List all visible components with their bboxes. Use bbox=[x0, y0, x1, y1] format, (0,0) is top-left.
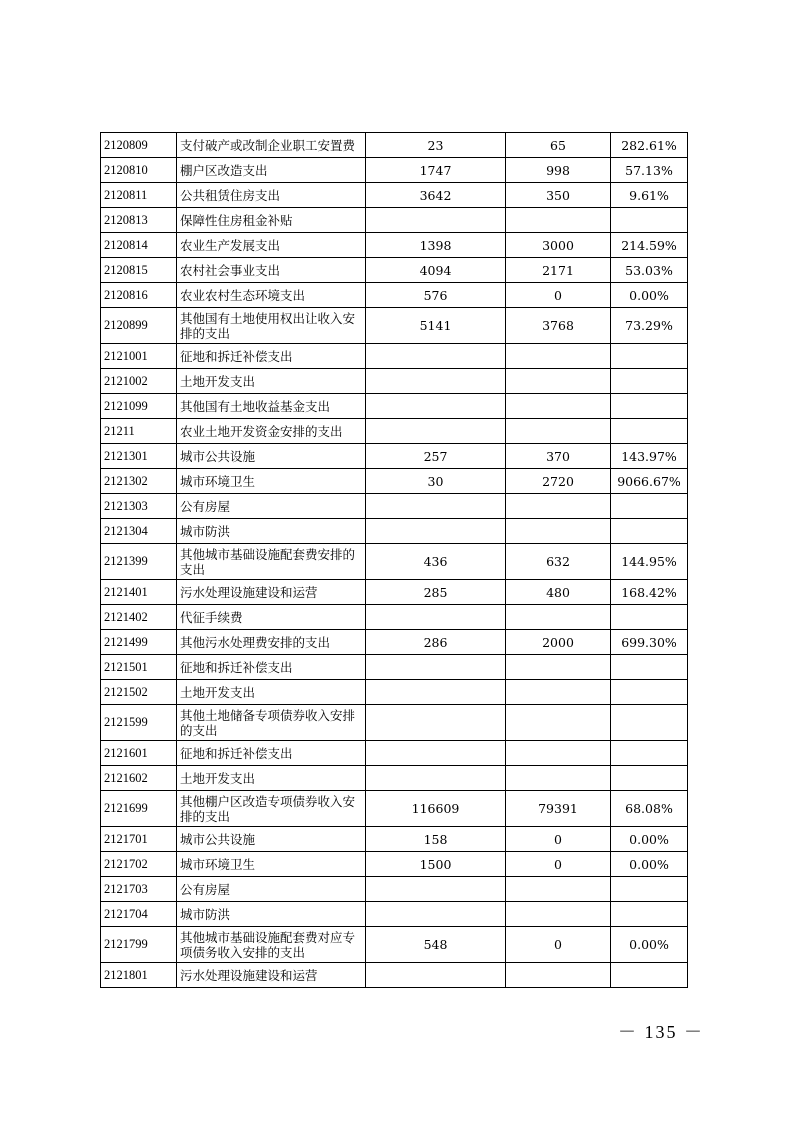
row-value-b-cell: 480 bbox=[506, 580, 611, 605]
row-percent-cell: 168.42% bbox=[611, 580, 688, 605]
row-code-cell: 2121699 bbox=[101, 791, 177, 827]
row-name-cell: 城市公共设施 bbox=[177, 827, 366, 852]
table-row bbox=[101, 444, 688, 469]
table-row bbox=[101, 519, 688, 544]
table-row bbox=[101, 630, 688, 655]
row-percent-cell: 699.30% bbox=[611, 630, 688, 655]
row-value-b-cell: 3768 bbox=[506, 308, 611, 344]
row-code-cell: 2121002 bbox=[101, 369, 177, 394]
table-row bbox=[101, 233, 688, 258]
row-value-a-cell: 1500 bbox=[366, 852, 506, 877]
row-name-cell: 城市防洪 bbox=[177, 902, 366, 927]
row-code-cell: 2120899 bbox=[101, 308, 177, 344]
row-code-cell: 2121401 bbox=[101, 580, 177, 605]
table-row bbox=[101, 927, 688, 963]
row-name-cell: 农业土地开发资金安排的支出 bbox=[177, 419, 366, 444]
row-percent-cell bbox=[611, 766, 688, 791]
table-row bbox=[101, 877, 688, 902]
row-value-b-cell bbox=[506, 369, 611, 394]
row-value-a-cell: 257 bbox=[366, 444, 506, 469]
row-code-cell: 2121703 bbox=[101, 877, 177, 902]
table-row bbox=[101, 369, 688, 394]
row-code-cell: 2121799 bbox=[101, 927, 177, 963]
row-value-a-cell: 1398 bbox=[366, 233, 506, 258]
row-code-cell: 2121402 bbox=[101, 605, 177, 630]
row-name-cell: 土地开发支出 bbox=[177, 369, 366, 394]
row-percent-cell: 73.29% bbox=[611, 308, 688, 344]
row-code-cell: 2121501 bbox=[101, 655, 177, 680]
row-percent-cell: 0.00% bbox=[611, 852, 688, 877]
table-row bbox=[101, 258, 688, 283]
table-row bbox=[101, 419, 688, 444]
row-code-cell: 2121704 bbox=[101, 902, 177, 927]
row-value-b-cell bbox=[506, 705, 611, 741]
row-percent-cell: 143.97% bbox=[611, 444, 688, 469]
row-percent-cell: 214.59% bbox=[611, 233, 688, 258]
row-value-b-cell: 0 bbox=[506, 827, 611, 852]
row-code-cell: 2120810 bbox=[101, 158, 177, 183]
row-value-b-cell: 0 bbox=[506, 852, 611, 877]
row-name-cell: 其他土地储备专项债券收入安排的支出 bbox=[177, 705, 366, 741]
row-percent-cell bbox=[611, 605, 688, 630]
row-name-cell: 征地和拆迁补偿支出 bbox=[177, 741, 366, 766]
row-name-cell: 公共租赁住房支出 bbox=[177, 183, 366, 208]
row-value-b-cell: 998 bbox=[506, 158, 611, 183]
row-name-cell: 棚户区改造支出 bbox=[177, 158, 366, 183]
row-percent-cell: 144.95% bbox=[611, 544, 688, 580]
row-value-a-cell bbox=[366, 494, 506, 519]
row-code-cell: 2121801 bbox=[101, 963, 177, 988]
table-row bbox=[101, 705, 688, 741]
row-value-a-cell bbox=[366, 680, 506, 705]
row-value-b-cell bbox=[506, 741, 611, 766]
row-value-a-cell: 285 bbox=[366, 580, 506, 605]
row-name-cell: 土地开发支出 bbox=[177, 680, 366, 705]
row-percent-cell bbox=[611, 655, 688, 680]
row-name-cell: 其他国有土地收益基金支出 bbox=[177, 394, 366, 419]
row-code-cell: 2121601 bbox=[101, 741, 177, 766]
row-name-cell: 其他城市基础设施配套费对应专项债务收入安排的支出 bbox=[177, 927, 366, 963]
row-code-cell: 2121301 bbox=[101, 444, 177, 469]
row-value-a-cell: 286 bbox=[366, 630, 506, 655]
row-name-cell: 污水处理设施建设和运营 bbox=[177, 580, 366, 605]
row-value-b-cell bbox=[506, 877, 611, 902]
row-name-cell: 农业生产发展支出 bbox=[177, 233, 366, 258]
row-name-cell: 其他棚户区改造专项债券收入安排的支出 bbox=[177, 791, 366, 827]
row-name-cell: 公有房屋 bbox=[177, 877, 366, 902]
row-value-a-cell bbox=[366, 766, 506, 791]
row-percent-cell bbox=[611, 902, 688, 927]
row-value-a-cell bbox=[366, 877, 506, 902]
row-percent-cell bbox=[611, 705, 688, 741]
row-percent-cell: 9066.67% bbox=[611, 469, 688, 494]
row-value-b-cell: 79391 bbox=[506, 791, 611, 827]
row-value-a-cell bbox=[366, 655, 506, 680]
row-name-cell: 其他国有土地使用权出让收入安排的支出 bbox=[177, 308, 366, 344]
row-code-cell: 2120816 bbox=[101, 283, 177, 308]
row-code-cell: 2121599 bbox=[101, 705, 177, 741]
row-value-a-cell bbox=[366, 605, 506, 630]
table-row bbox=[101, 133, 688, 158]
table-row bbox=[101, 208, 688, 233]
row-name-cell: 征地和拆迁补偿支出 bbox=[177, 655, 366, 680]
row-percent-cell bbox=[611, 741, 688, 766]
row-value-a-cell: 436 bbox=[366, 544, 506, 580]
row-name-cell: 城市公共设施 bbox=[177, 444, 366, 469]
row-code-cell: 2121302 bbox=[101, 469, 177, 494]
row-value-a-cell: 116609 bbox=[366, 791, 506, 827]
row-value-a-cell bbox=[366, 208, 506, 233]
table-row bbox=[101, 655, 688, 680]
table-row bbox=[101, 902, 688, 927]
table-row bbox=[101, 469, 688, 494]
row-code-cell: 2121303 bbox=[101, 494, 177, 519]
row-name-cell: 城市环境卫生 bbox=[177, 469, 366, 494]
row-code-cell: 2121502 bbox=[101, 680, 177, 705]
row-name-cell: 土地开发支出 bbox=[177, 766, 366, 791]
row-name-cell: 城市环境卫生 bbox=[177, 852, 366, 877]
table-row bbox=[101, 791, 688, 827]
row-percent-cell: 53.03% bbox=[611, 258, 688, 283]
row-value-b-cell: 2171 bbox=[506, 258, 611, 283]
row-percent-cell: 0.00% bbox=[611, 927, 688, 963]
row-value-b-cell bbox=[506, 605, 611, 630]
row-value-b-cell bbox=[506, 344, 611, 369]
table-row bbox=[101, 766, 688, 791]
row-value-a-cell: 4094 bbox=[366, 258, 506, 283]
table-row bbox=[101, 283, 688, 308]
row-code-cell: 2121602 bbox=[101, 766, 177, 791]
row-code-cell: 2121399 bbox=[101, 544, 177, 580]
row-value-a-cell: 158 bbox=[366, 827, 506, 852]
row-value-b-cell: 2720 bbox=[506, 469, 611, 494]
row-code-cell: 21211 bbox=[101, 419, 177, 444]
row-code-cell: 2121001 bbox=[101, 344, 177, 369]
table-row bbox=[101, 344, 688, 369]
row-code-cell: 2121099 bbox=[101, 394, 177, 419]
table-row bbox=[101, 544, 688, 580]
row-value-a-cell: 30 bbox=[366, 469, 506, 494]
row-value-b-cell bbox=[506, 902, 611, 927]
row-value-b-cell bbox=[506, 494, 611, 519]
row-code-cell: 2121499 bbox=[101, 630, 177, 655]
row-value-b-cell: 370 bbox=[506, 444, 611, 469]
table-row bbox=[101, 741, 688, 766]
row-name-cell: 农村社会事业支出 bbox=[177, 258, 366, 283]
row-value-b-cell bbox=[506, 963, 611, 988]
table-row bbox=[101, 308, 688, 344]
row-percent-cell bbox=[611, 494, 688, 519]
row-value-b-cell: 0 bbox=[506, 927, 611, 963]
row-percent-cell bbox=[611, 877, 688, 902]
table-row bbox=[101, 494, 688, 519]
row-name-cell: 保障性住房租金补贴 bbox=[177, 208, 366, 233]
row-value-a-cell bbox=[366, 963, 506, 988]
row-name-cell: 城市防洪 bbox=[177, 519, 366, 544]
budget-table bbox=[100, 132, 688, 988]
row-value-a-cell bbox=[366, 705, 506, 741]
table-row bbox=[101, 394, 688, 419]
row-percent-cell: 9.61% bbox=[611, 183, 688, 208]
row-code-cell: 2120809 bbox=[101, 133, 177, 158]
row-percent-cell bbox=[611, 208, 688, 233]
row-value-a-cell bbox=[366, 741, 506, 766]
row-code-cell: 2120814 bbox=[101, 233, 177, 258]
row-percent-cell: 282.61% bbox=[611, 133, 688, 158]
row-percent-cell: 57.13% bbox=[611, 158, 688, 183]
row-code-cell: 2120813 bbox=[101, 208, 177, 233]
row-value-a-cell: 548 bbox=[366, 927, 506, 963]
row-name-cell: 污水处理设施建设和运营 bbox=[177, 963, 366, 988]
row-name-cell: 代征手续费 bbox=[177, 605, 366, 630]
row-name-cell: 公有房屋 bbox=[177, 494, 366, 519]
table-row bbox=[101, 605, 688, 630]
table-row bbox=[101, 183, 688, 208]
table-row bbox=[101, 827, 688, 852]
row-percent-cell bbox=[611, 680, 688, 705]
budget-table-body bbox=[101, 133, 688, 988]
row-percent-cell bbox=[611, 519, 688, 544]
row-code-cell: 2121702 bbox=[101, 852, 177, 877]
row-value-a-cell bbox=[366, 369, 506, 394]
row-value-b-cell: 632 bbox=[506, 544, 611, 580]
table-row bbox=[101, 158, 688, 183]
row-value-a-cell bbox=[366, 902, 506, 927]
row-value-b-cell: 3000 bbox=[506, 233, 611, 258]
table-row bbox=[101, 580, 688, 605]
row-value-a-cell bbox=[366, 394, 506, 419]
row-code-cell: 2121701 bbox=[101, 827, 177, 852]
row-code-cell: 2120811 bbox=[101, 183, 177, 208]
row-name-cell: 其他城市基础设施配套费安排的支出 bbox=[177, 544, 366, 580]
row-name-cell: 征地和拆迁补偿支出 bbox=[177, 344, 366, 369]
row-name-cell: 支付破产或改制企业职工安置费 bbox=[177, 133, 366, 158]
row-name-cell: 农业农村生态环境支出 bbox=[177, 283, 366, 308]
row-code-cell: 2121304 bbox=[101, 519, 177, 544]
row-percent-cell: 0.00% bbox=[611, 283, 688, 308]
row-value-a-cell: 23 bbox=[366, 133, 506, 158]
row-percent-cell: 0.00% bbox=[611, 827, 688, 852]
row-value-a-cell: 1747 bbox=[366, 158, 506, 183]
row-value-a-cell bbox=[366, 344, 506, 369]
row-name-cell: 其他污水处理费安排的支出 bbox=[177, 630, 366, 655]
table-row bbox=[101, 680, 688, 705]
row-percent-cell bbox=[611, 394, 688, 419]
row-code-cell: 2120815 bbox=[101, 258, 177, 283]
row-percent-cell bbox=[611, 963, 688, 988]
row-value-b-cell bbox=[506, 419, 611, 444]
row-value-b-cell bbox=[506, 655, 611, 680]
row-value-a-cell: 576 bbox=[366, 283, 506, 308]
table-row bbox=[101, 963, 688, 988]
row-value-a-cell bbox=[366, 519, 506, 544]
row-value-a-cell: 5141 bbox=[366, 308, 506, 344]
row-percent-cell: 68.08% bbox=[611, 791, 688, 827]
row-value-b-cell: 0 bbox=[506, 283, 611, 308]
row-value-b-cell bbox=[506, 766, 611, 791]
row-value-b-cell: 350 bbox=[506, 183, 611, 208]
page-number: － 135 － bbox=[618, 1022, 704, 1042]
row-value-a-cell: 3642 bbox=[366, 183, 506, 208]
table-row bbox=[101, 852, 688, 877]
row-value-b-cell: 2000 bbox=[506, 630, 611, 655]
row-percent-cell bbox=[611, 369, 688, 394]
row-value-b-cell: 65 bbox=[506, 133, 611, 158]
row-value-b-cell bbox=[506, 208, 611, 233]
row-value-b-cell bbox=[506, 680, 611, 705]
row-percent-cell bbox=[611, 344, 688, 369]
row-value-b-cell bbox=[506, 394, 611, 419]
row-percent-cell bbox=[611, 419, 688, 444]
row-value-a-cell bbox=[366, 419, 506, 444]
row-value-b-cell bbox=[506, 519, 611, 544]
